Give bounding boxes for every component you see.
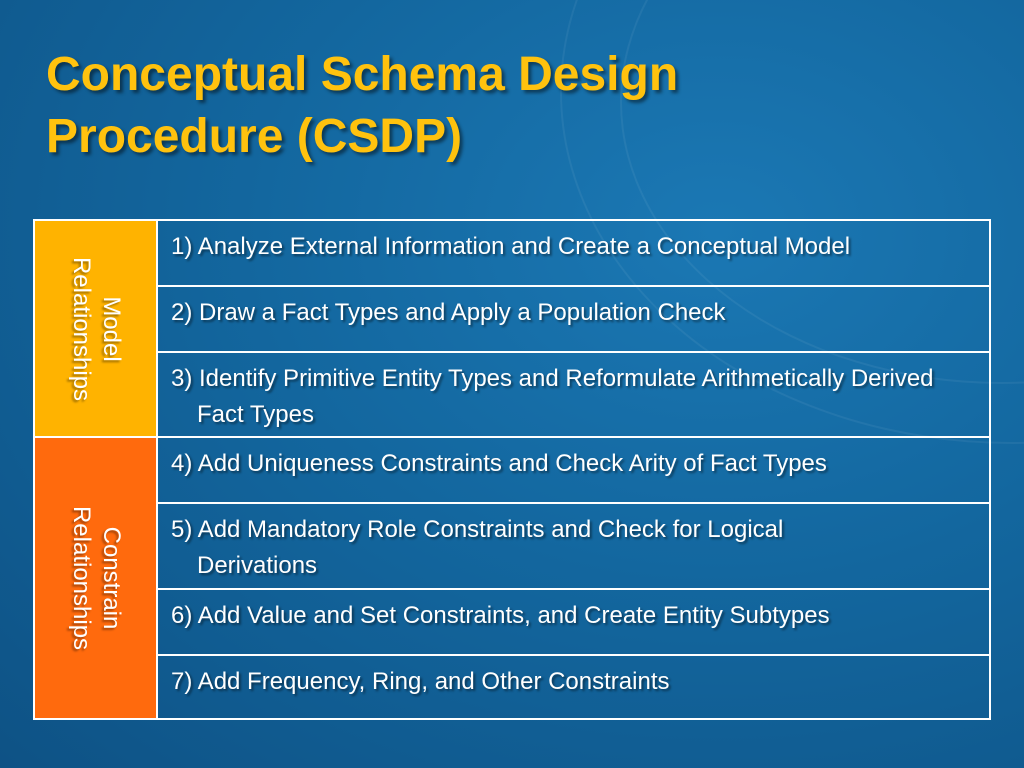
step-7-cell (158, 656, 989, 718)
step-6-cell (158, 590, 989, 656)
group-label-model (66, 256, 126, 400)
step-text: 6) Add Value and Set Constraints, and Create Entity Subtypes (171, 602, 830, 629)
step-text: 5) Add Mandatory Role Constraints and Check for Logical Derivations (171, 516, 784, 579)
step-4-cell (158, 438, 989, 504)
group-label-line: Relationships (67, 256, 95, 401)
slide-title (46, 44, 946, 168)
title-line-2: Procedure (CSDP) (46, 110, 463, 163)
group-label-line: Relationships (67, 505, 95, 651)
step-text: 3) Identify Primitive Entity Types and Reformulate Arithmetically Derived Fact Types (171, 365, 934, 428)
group-constrain-relationships (35, 438, 158, 718)
title-line-1: Conceptual Schema Design (46, 48, 679, 101)
step-3-cell (158, 353, 989, 438)
step-5-cell (158, 504, 989, 590)
group-label-line: Model (97, 295, 125, 362)
group-label-constrain (66, 506, 126, 650)
step-1-cell (158, 221, 989, 287)
group-label-line: Constrain (97, 526, 125, 630)
step-text: 7) Add Frequency, Ring, and Other Constraints (171, 668, 670, 695)
step-2-cell (158, 287, 989, 353)
step-text: 1) Analyze External Information and Create a Conceptual Model (171, 233, 851, 260)
csdp-steps-table (33, 219, 991, 720)
step-text: 2) Draw a Fact Types and Apply a Population Check (171, 299, 726, 326)
step-text: 4) Add Uniqueness Constraints and Check Arity of Fact Types (171, 450, 827, 477)
group-model-relationships (35, 221, 158, 438)
